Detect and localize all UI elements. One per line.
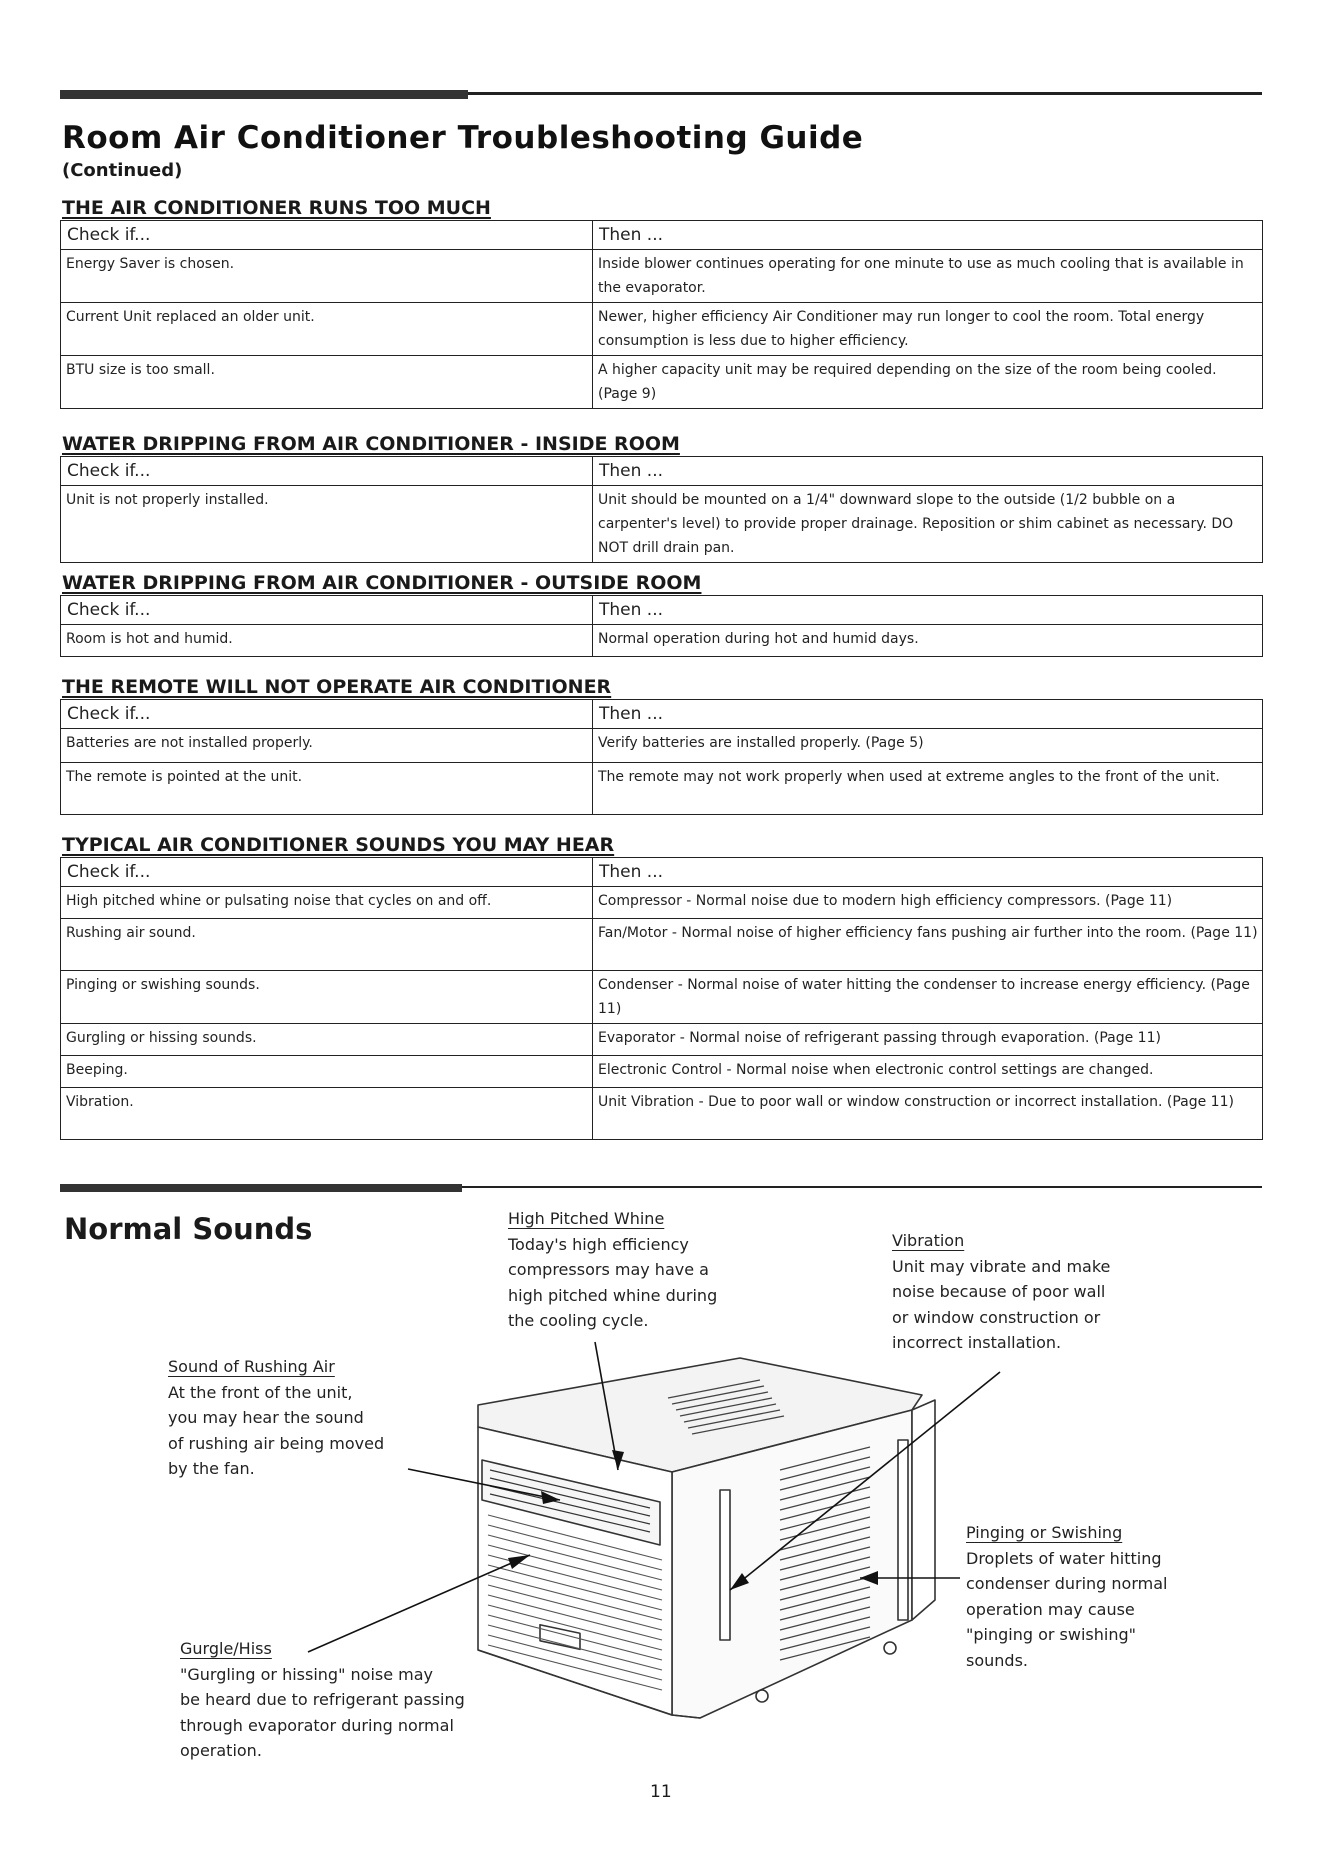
- then-header: Then ...: [593, 221, 1263, 250]
- callout-line: the cooling cycle.: [508, 1311, 649, 1330]
- callout-line: compressors may have a: [508, 1260, 709, 1279]
- check-header: Check if...: [61, 221, 593, 250]
- section-heading: THE REMOTE WILL NOT OPERATE AIR CONDITIONER: [62, 676, 612, 698]
- check-cell: Rushing air sound.: [61, 919, 593, 971]
- then-cell: Inside blower continues operating for one minute to use as much cooling that is available in the evaporator.: [593, 250, 1263, 303]
- then-cell: Fan/Motor - Normal noise of higher efficiency fans pushing air further into the room. (Page 11): [593, 919, 1263, 971]
- check-cell: Pinging or swishing sounds.: [61, 971, 593, 1024]
- then-header: Then ...: [593, 596, 1263, 625]
- check-cell: Gurgling or hissing sounds.: [61, 1024, 593, 1056]
- callout-high-pitched-whine: [508, 1206, 717, 1334]
- callout-line: Today's high efficiency: [508, 1234, 689, 1254]
- callout-line: "pinging or swishing": [966, 1625, 1136, 1644]
- callout-gurgle-hiss: [180, 1636, 465, 1764]
- callout-line: by the fan.: [168, 1459, 255, 1478]
- check-cell: Current Unit replaced an older unit.: [61, 303, 593, 356]
- callout-line: be heard due to refrigerant passing: [180, 1690, 465, 1709]
- then-cell: Condenser - Normal noise of water hitting the condenser to increase energy efficiency. (Page 11): [593, 971, 1263, 1024]
- callout-line: high pitched whine during: [508, 1285, 718, 1305]
- callout-line: At the front of the unit,: [168, 1382, 353, 1402]
- then-cell: Newer, higher efficiency Air Conditioner may run longer to cool the room. Total energy consumption is less due to higher efficiency.: [593, 303, 1263, 356]
- then-cell: The remote may not work properly when used at extreme angles to the front of the unit.: [593, 763, 1263, 815]
- section-heading: WATER DRIPPING FROM AIR CONDITIONER - OUTSIDE ROOM: [62, 572, 702, 594]
- then-cell: Evaporator - Normal noise of refrigerant passing through evaporation. (Page 11): [593, 1024, 1263, 1056]
- callout-pinging-swishing: [966, 1520, 1167, 1673]
- callout-line: operation may cause: [966, 1599, 1135, 1619]
- check-cell: High pitched whine or pulsating noise that cycles on and off.: [61, 887, 593, 919]
- then-cell: Unit should be mounted on a 1/4" downward slope to the outside (1/2 bubble on a carpenter's level) to provide proper drainage. Reposition or shim cabinet as necessary. DO NOT drill drain pan.: [593, 486, 1263, 563]
- callout-line: Droplets of water hitting: [966, 1548, 1162, 1568]
- callout-line: through evaporator during normal: [180, 1715, 454, 1735]
- check-cell: Unit is not properly installed.: [61, 486, 593, 563]
- then-header: Then ...: [593, 457, 1263, 486]
- callout-title: Gurgle/Hiss: [180, 1639, 272, 1658]
- callout-line: condenser during normal: [966, 1574, 1168, 1593]
- then-cell: Verify batteries are installed properly. (Page 5): [593, 729, 1263, 763]
- then-cell: Compressor - Normal noise due to modern high efficiency compressors. (Page 11): [593, 887, 1263, 919]
- check-header: Check if...: [61, 700, 593, 729]
- callout-line: "Gurgling or hissing" noise may: [180, 1664, 434, 1684]
- check-cell: The remote is pointed at the unit.: [61, 763, 593, 815]
- callout-line: Unit may vibrate and make: [892, 1256, 1111, 1276]
- page-subtitle: (Continued): [62, 160, 183, 181]
- callout-rushing-air: [168, 1354, 384, 1482]
- normal-sounds-title: Normal Sounds: [64, 1212, 313, 1246]
- callout-line: of rushing air being moved: [168, 1433, 385, 1453]
- check-cell: Room is hot and humid.: [61, 625, 593, 657]
- callout-title: High Pitched Whine: [508, 1209, 665, 1228]
- then-header: Then ...: [593, 858, 1263, 887]
- section-heading: TYPICAL AIR CONDITIONER SOUNDS YOU MAY HEAR: [62, 834, 615, 856]
- then-cell: Electronic Control - Normal noise when electronic control settings are changed.: [593, 1056, 1263, 1088]
- check-cell: Batteries are not installed properly.: [61, 729, 593, 763]
- page-number: 11: [650, 1782, 672, 1802]
- section-heading: THE AIR CONDITIONER RUNS TOO MUCH: [62, 197, 491, 219]
- callout-line: or window construction or: [892, 1307, 1101, 1327]
- callout-title: Vibration: [892, 1231, 965, 1250]
- check-cell: BTU size is too small.: [61, 356, 593, 409]
- then-cell: A higher capacity unit may be required depending on the size of the room being cooled. (Page 9): [593, 356, 1263, 409]
- check-header: Check if...: [61, 858, 593, 887]
- check-cell: Energy Saver is chosen.: [61, 250, 593, 303]
- callout-line: incorrect installation.: [892, 1333, 1062, 1352]
- check-cell: Beeping.: [61, 1056, 593, 1088]
- check-header: Check if...: [61, 457, 593, 486]
- callout-line: operation.: [180, 1741, 262, 1760]
- callout-line: you may hear the sound: [168, 1408, 364, 1427]
- then-cell: Normal operation during hot and humid days.: [593, 625, 1263, 657]
- callout-vibration: [892, 1228, 1110, 1356]
- callout-line: sounds.: [966, 1650, 1028, 1670]
- check-header: Check if...: [61, 596, 593, 625]
- check-cell: Vibration.: [61, 1088, 593, 1140]
- callout-line: noise because of poor wall: [892, 1282, 1106, 1301]
- section-heading: WATER DRIPPING FROM AIR CONDITIONER - INSIDE ROOM: [62, 433, 680, 455]
- page-title: Room Air Conditioner Troubleshooting Guide: [62, 120, 864, 156]
- then-header: Then ...: [593, 700, 1263, 729]
- then-cell: Unit Vibration - Due to poor wall or window construction or incorrect installation. (Page 11): [593, 1088, 1263, 1140]
- callout-title: Pinging or Swishing: [966, 1523, 1123, 1542]
- callout-title: Sound of Rushing Air: [168, 1357, 335, 1376]
